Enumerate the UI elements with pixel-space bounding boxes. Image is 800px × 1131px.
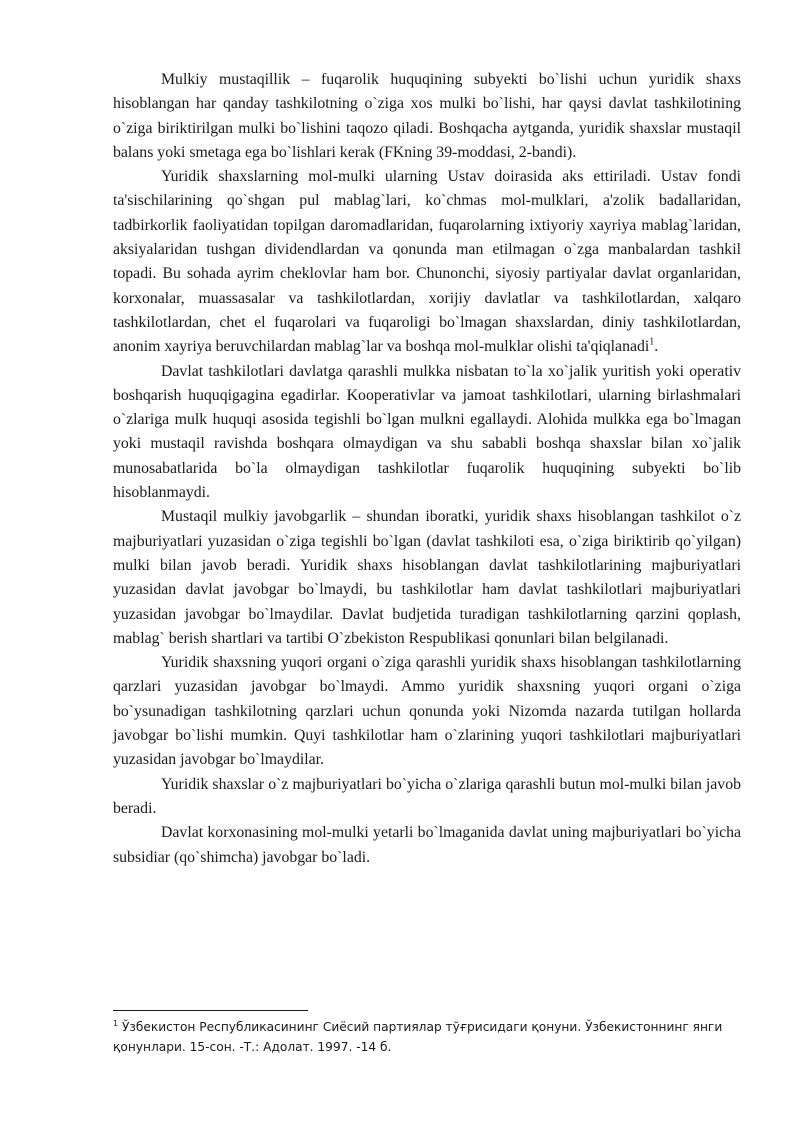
paragraph-subsidiary-liability: Davlat korxonasining mol-mulki yetarli bo`lmaganida davlat uning majburiyatlari bo`yicha subsidiar (qo`shimcha) javobgar bo`ladi. (113, 824, 741, 866)
paragraph-property-sources: Yuridik shaxslarning mol-mulki ularning Ustav doirasida aks ettiriladi. Ustav fondi ta'sischilarining qo`shgan pul mablag`lari, ko`chmas mol-mulklari, a'zolik badallaridan, tadbirkorlik faoliyatidan topilgan daromadlaridan, fuqarolarning ixtiyoriy xayriya mablag`laridan, aksiyalaridan tushgan dividendlardan va qonunda man etilmagan o`zga manbalardan tashkil topadi. Bu sohada ayrim cheklovlar ham bor. Chunonchi, siyosiy partiyalar davlat organlaridan, korxonalar, muassasalar va tashkilotlardan, xorijiy davlatlar va tashkilotlardan, xalqaro tashkilotlardan, chet el fuqarolari va fuqaroligi bo`lmagan shaxslardan, diniy tashkilotlardan, anonim xayriya beruvchilardan mablag`lar va boshqa mol-mulklar olishi ta'qiqlanadi$^1$. (113, 168, 741, 356)
paragraph-property-independence: Mulkiy mustaqillik – fuqarolik huquqining subyekti bo`lishi uchun yuridik shaxs hisoblangan har qanday tashkilotning o`ziga xos mulki bo`lishi, har qaysi davlat tashkilotining o`ziga biriktirilgan mulki bo`lishini taqozo qiladi. Boshqacha aytganda, yuridik shaxslar mustaqil balans yoki smetaga ega bo`lishlari kerak (FKning 39-moddasi, 2-bandi). (113, 71, 741, 161)
footnote-text: Ўзбекистон Республикасининг Сиёсий партиялар тўғрисидаги қонуни. Ўзбекистоннинг янги қонунлари. 15-сон. -Т.: Адолат. 1997. -14 б. (113, 1020, 723, 1054)
body-text (113, 68, 741, 870)
paragraph-property-liability: Yuridik shaxslar o`z majburiyatlari bo`yicha o`zlariga qarashli butun mol-mulki bilan javob beradi. (113, 775, 741, 817)
footnote-reference[interactable]: 1 (649, 337, 655, 348)
paragraph-liability: Mustaqil mulkiy javobgarlik – shundan iboratki, yuridik shaxs hisoblangan tashkilot o`z majburiyatlari yuzasidan o`ziga tegishli bo`lgan (davlat tashkiloti esa, o`ziga biriktirib qo`yilgan) mulki bilan javob beradi. Yuridik shaxs hisoblangan davlat tashkilotlarining majburiyatlari yuzasidan davlat javobgar bo`lmaydi, bu tashkilotlar ham davlat tashkilotlari majburiyatlari yuzasidan javobgar bo`lmaydilar. Davlat budjetida turadigan tashkilotlarning qarzini qoplash, mablag` berish shartlari va tartibi O`zbekiston Respublikasi qonunlari bilan belgilanadi. (113, 508, 741, 647)
paragraph-text: Yuridik shaxslarning mol-mulki ularning Ustav doirasida aks ettiriladi. Ustav fondi ta'sischilarining qo`shgan pul mablag`lari, ko`chmas mol-mulklari, a'zolik badallaridan, tadbirkorlik faoliyatidan topilgan daromadlaridan, fuqarolarning ixtiyoriy xayriya mablag`laridan, aksiyalaridan tushgan dividendlardan va qonunda man etilmagan o`zga manbalardan tashkil topadi. Bu sohada ayrim cheklovlar ham bor. Chunonchi, siyosiy partiyalar davlat organlaridan, korxonalar, muassasalar va tashkilotlardan, xorijiy davlatlar va tashkilotlardan, xalqaro tashkilotlardan, chet el fuqarolari va fuqaroligi bo`lmagan shaxslardan, diniy tashkilotlardan, anonim xayriya beruvchilardan mablag`lar va boshqa mol-mulklar olishi ta'qiqlanadi (113, 168, 741, 356)
paragraph-state-organizations: Davlat tashkilotlari davlatga qarashli mulkka nisbatan to`la xo`jalik yuritish yoki operativ boshqarish huquqigagina egadirlar. Kooperativlar va jamoat tashkilotlari, ularning birlashmalari o`zlariga mulk huquqi asosida tegishli bo`lgan mulkni egallaydi. Alohida mulkka ega bo`lmagan yoki mustaqil ravishda boshqara olmaydigan va shu sababli boshqa shaxslar bilan xo`jalik munosabatlarida bo`la olmaydigan tashkilotlar fuqarolik huquqining subyekti bo`lib hisoblanmaydi. (113, 362, 741, 502)
footnote-separator (113, 1010, 308, 1011)
footnote-number: 1 (113, 1018, 119, 1028)
paragraph-higher-body: Yuridik shaxsning yuqori organi o`ziga qarashli yuridik shaxs hisoblangan tashkilotlarning qarzlari yuzasidan javobgar bo`lmaydi. Ammo yuridik shaxsning yuqori organi o`ziga bo`ysunadigan tashkilotning qarzlari uchun qonunda yoki Nizomda nazarda tutilgan hollarda javobgar bo`lishi mumkin. Quyi tashkilotlar ham o`zlarining yuqori tashkilotlari majburiyatlari yuzasidan javobgar bo`lmaydilar. (113, 654, 741, 769)
footnote (113, 1017, 745, 1057)
